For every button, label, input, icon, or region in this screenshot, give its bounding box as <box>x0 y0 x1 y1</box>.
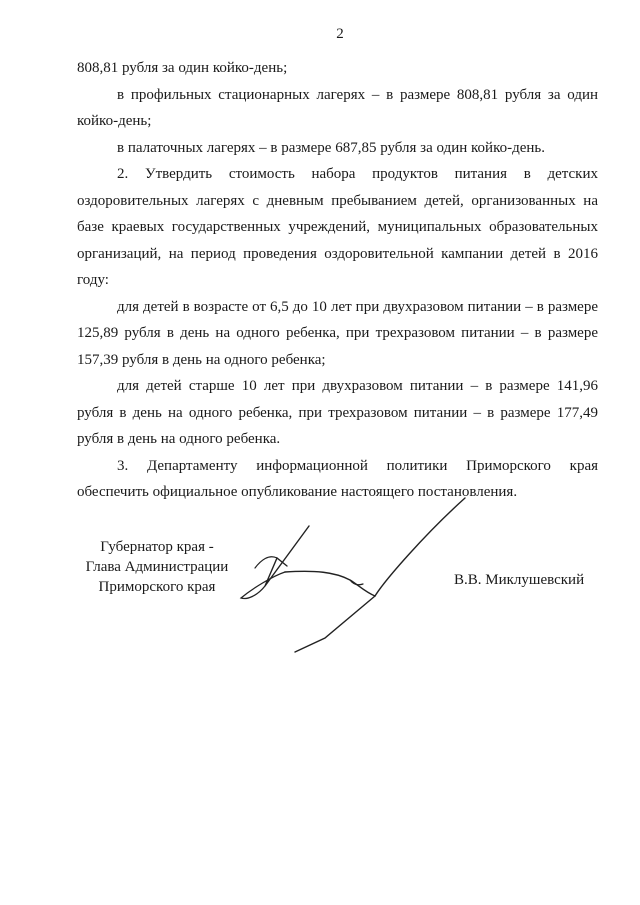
signatory-title-line: Глава Администрации <box>85 559 229 575</box>
signatory-title-line: Губернатор края - <box>100 539 214 555</box>
signatory-name: В.В. Миклушевский <box>454 572 585 588</box>
page-number: 2 <box>336 26 344 42</box>
signatory-title-line: Приморского края <box>98 579 216 595</box>
paragraph: для детей старше 10 лет при двухразовом питании – в размере 141,96 рубля в день на одного ребенка, при трехразовом питании – в размере 177,49 рубля в день на одного ребенка. <box>77 378 598 447</box>
handwritten-signature <box>225 488 485 658</box>
signatory-title <box>77 537 237 597</box>
paragraph: в палаточных лагерях – в размере 687,85 рубля за один койко-день. <box>117 139 546 156</box>
paragraph: 3. Департаменту информационной политики Приморского края обеспечить официальное опубликование настоящего постановления. <box>77 457 598 500</box>
paragraph: в профильных стационарных лагерях – в размере 808,81 рубля за один койко-день; <box>77 86 598 129</box>
document-body <box>77 55 598 506</box>
paragraph: для детей в возрасте от 6,5 до 10 лет при двухразовом питании – в размере 125,89 рубля в день на одного ребенка, при трехразовом питании – в размере 157,39 рубля в день на одного ребенка; <box>77 298 598 368</box>
paragraph: 808,81 рубля за один койко-день; <box>77 60 288 76</box>
paragraph: 2. Утвердить стоимость набора продуктов питания в детских оздоровительных лагерях с дневным пребыванием детей, организованных на базе краевых государственных учреждений, муниципальных образовательных организаций, на период проведения оздоровительной кампании детей в 2016 году: <box>77 166 598 288</box>
